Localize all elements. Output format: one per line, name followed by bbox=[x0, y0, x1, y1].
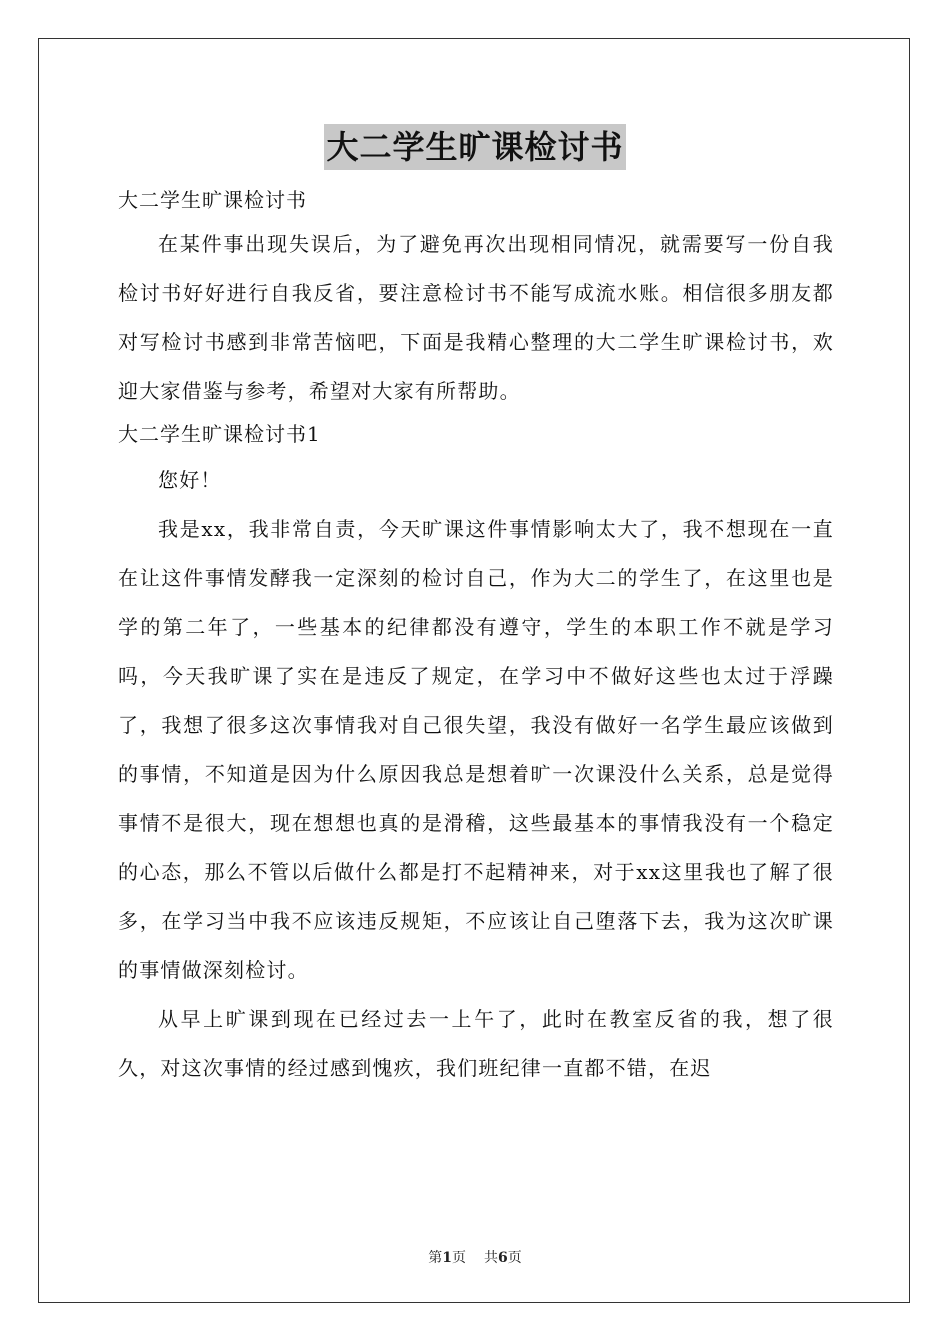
page-prefix: 第 bbox=[428, 1250, 443, 1266]
intro-paragraph: 在某件事出现失误后，为了避免再次出现相同情况，就需要写一份自我检讨书好好进行自我反省，要注意检讨书不能写成流水账。相信很多朋友都对写检讨书感到非常苦恼吧，下面是我精心整理的大二学生旷课检讨书，欢迎大家借鉴与参考，希望对大家有所帮助。 bbox=[118, 232, 834, 403]
total-prefix: 共 bbox=[484, 1250, 498, 1266]
greeting: 您好！ bbox=[158, 468, 222, 492]
body-paragraph: 我是xx，我非常自责，今天旷课这件事情影响太大了，我不想现在一直在让这件事情发酵我一定深刻的检讨自己，作为大二的学生了，在这里也是学的第二年了，一些基本的纪律都没有遵守，学生的本职工作不就是学习吗，今天我旷课了实在是违反了规定，在学习中不做好这些也太过于浮躁了，我想了很多这次事情我对自己很失望，我没有做好一名学生最应该做到的事情，不知道是因为什么原因我总是想着旷一次课没什么关系，总是觉得事情不是很大，现在想想也真的是滑稽，这些最基本的事情我没有一个稳定的心态，那么不管以后做什么都是打不起精神来，对于xx这里我也了解了很多，在学习当中我不应该违反规矩，不应该让自己堕落下去，我为这次旷课的事情做深刻检讨。 bbox=[118, 517, 834, 982]
page-number: 1 bbox=[442, 1250, 452, 1266]
document-subtitle: 大二学生旷课检讨书 bbox=[118, 188, 307, 212]
total-suffix: 页 bbox=[507, 1250, 522, 1266]
page-suffix: 页 bbox=[452, 1250, 466, 1266]
section-heading: 大二学生旷课检讨书1 bbox=[118, 422, 321, 446]
page-total: 6 bbox=[498, 1250, 508, 1266]
page-footer bbox=[0, 1247, 950, 1267]
body-paragraph: 从早上旷课到现在已经过去一上午了，此时在教室反省的我，想了很久，对这次事情的经过感到愧疚，我们班纪律一直都不错，在迟 bbox=[118, 1007, 834, 1080]
document-body bbox=[118, 180, 834, 1093]
document-title: 大二学生旷课检讨书 bbox=[324, 124, 625, 170]
title-block bbox=[0, 124, 950, 170]
